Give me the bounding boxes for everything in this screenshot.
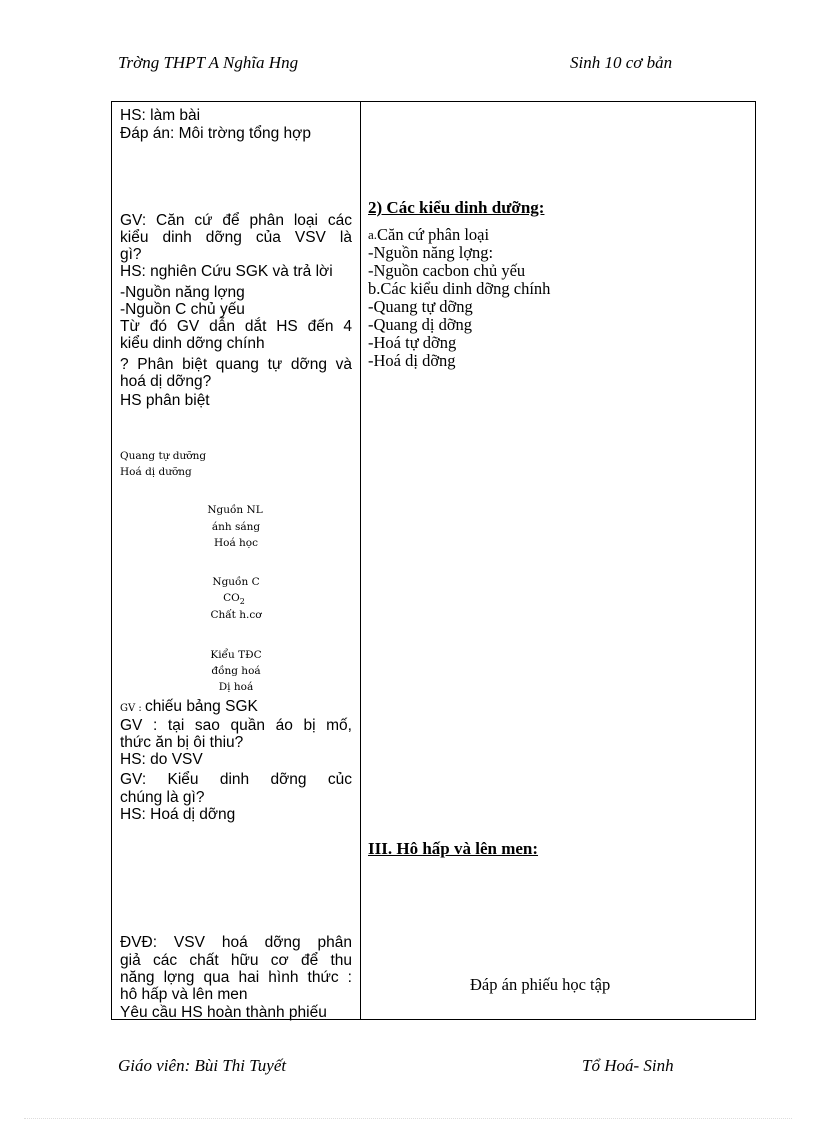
right-text (368, 226, 489, 243)
page-bottom-border (24, 1118, 792, 1119)
small-text: Quang tự dưỡng (120, 450, 207, 462)
left-text: chúng là gì? (120, 789, 205, 806)
left-text: hoá dị dỡng? (120, 373, 212, 390)
small-text: Nguồn NL (207, 504, 263, 516)
left-text: HS: nghiên Cứu SGK và trả lời (120, 263, 333, 280)
column-divider (360, 101, 361, 1020)
co2-text: CO (223, 592, 240, 604)
left-text (120, 698, 258, 717)
right-text: -Nguồn cacbon chủ yếu (368, 261, 526, 280)
right-text: -Hoá dị dỡng (368, 351, 456, 370)
left-text: HS phân biệt (120, 392, 210, 409)
left-text: GV: Căn cứ để phân loại các (120, 212, 352, 229)
footer-department: Tổ Hoá- Sinh (582, 1056, 674, 1075)
header-subject: Sinh 10 cơ bản (570, 53, 673, 72)
co2-subscript: 2 (239, 597, 245, 607)
left-text: -Nguồn năng lợng (120, 284, 245, 301)
left-text: kiểu dinh dỡng của VSV là (120, 229, 352, 246)
small-text: ánh sáng (211, 521, 261, 533)
small-text: Hoá học (213, 537, 259, 549)
left-text: GV : tại sao quần áo bị mố, (120, 717, 352, 734)
answer-sheet-label: Đáp án phiếu học tập (470, 975, 611, 994)
right-text: -Hoá tự dỡng (368, 333, 457, 352)
right-text: b.Các kiểu dinh dỡng chính (368, 279, 551, 298)
small-text: Chất h.cơ (210, 609, 262, 621)
left-text: HS: làm bài (120, 107, 201, 124)
item-text: Căn cứ phân loại (377, 225, 490, 244)
small-text: Kiểu TĐC (210, 649, 262, 661)
gv-instruction: chiếu bảng SGK (144, 698, 258, 715)
small-text: Nguồn C (212, 576, 260, 588)
left-text: GV: Kiểu dinh dỡng củc (120, 771, 352, 788)
left-text: Yêu cầu HS hoàn thành phiếu (120, 1004, 327, 1021)
left-text: năng lợng qua hai hình thức : (120, 969, 352, 986)
left-text: hô hấp và lên men (120, 986, 248, 1003)
left-text: gì? (120, 246, 142, 263)
right-text: -Nguồn năng lợng: (368, 243, 494, 262)
left-text: thức ăn bị ôi thiu? (120, 734, 244, 751)
left-text: Từ đó GV dẫn dắt HS đến 4 (120, 318, 352, 335)
item-marker: a. (368, 227, 378, 242)
left-text: Đáp án: Môi trờng tổng hợp (120, 125, 311, 142)
section-heading-3: III. Hô hấp và lên men: (368, 839, 539, 858)
left-text: HS: Hoá dị dỡng (120, 806, 236, 823)
right-text: -Quang dị dỡng (368, 315, 473, 334)
left-text: giả các chất hữu cơ để thu (120, 952, 352, 969)
small-text: Hoá dị dưỡng (120, 466, 192, 478)
left-text: HS: do VSV (120, 751, 203, 768)
gv-small-label: GV (120, 703, 136, 714)
left-text: kiểu dinh dỡng chính (120, 335, 265, 352)
left-text: -Nguồn C chủ yếu (120, 301, 245, 318)
small-text: đồng hoá (211, 665, 261, 677)
section-heading-2: 2) Các kiểu dinh dưỡng: (368, 198, 545, 217)
gv-separator: : (135, 703, 145, 714)
small-text: Dị hoá (218, 681, 254, 693)
header-school: Trờng THPT A Nghĩa Hng (118, 53, 299, 72)
left-text: ? Phân biệt quang tự dỡng và (120, 356, 352, 373)
right-text: -Quang tự dỡng (368, 297, 473, 316)
left-text: ĐVĐ: VSV hoá dỡng phân (120, 934, 352, 951)
footer-teacher: Giáo viên: Bùi Thi Tuyết (118, 1056, 287, 1075)
